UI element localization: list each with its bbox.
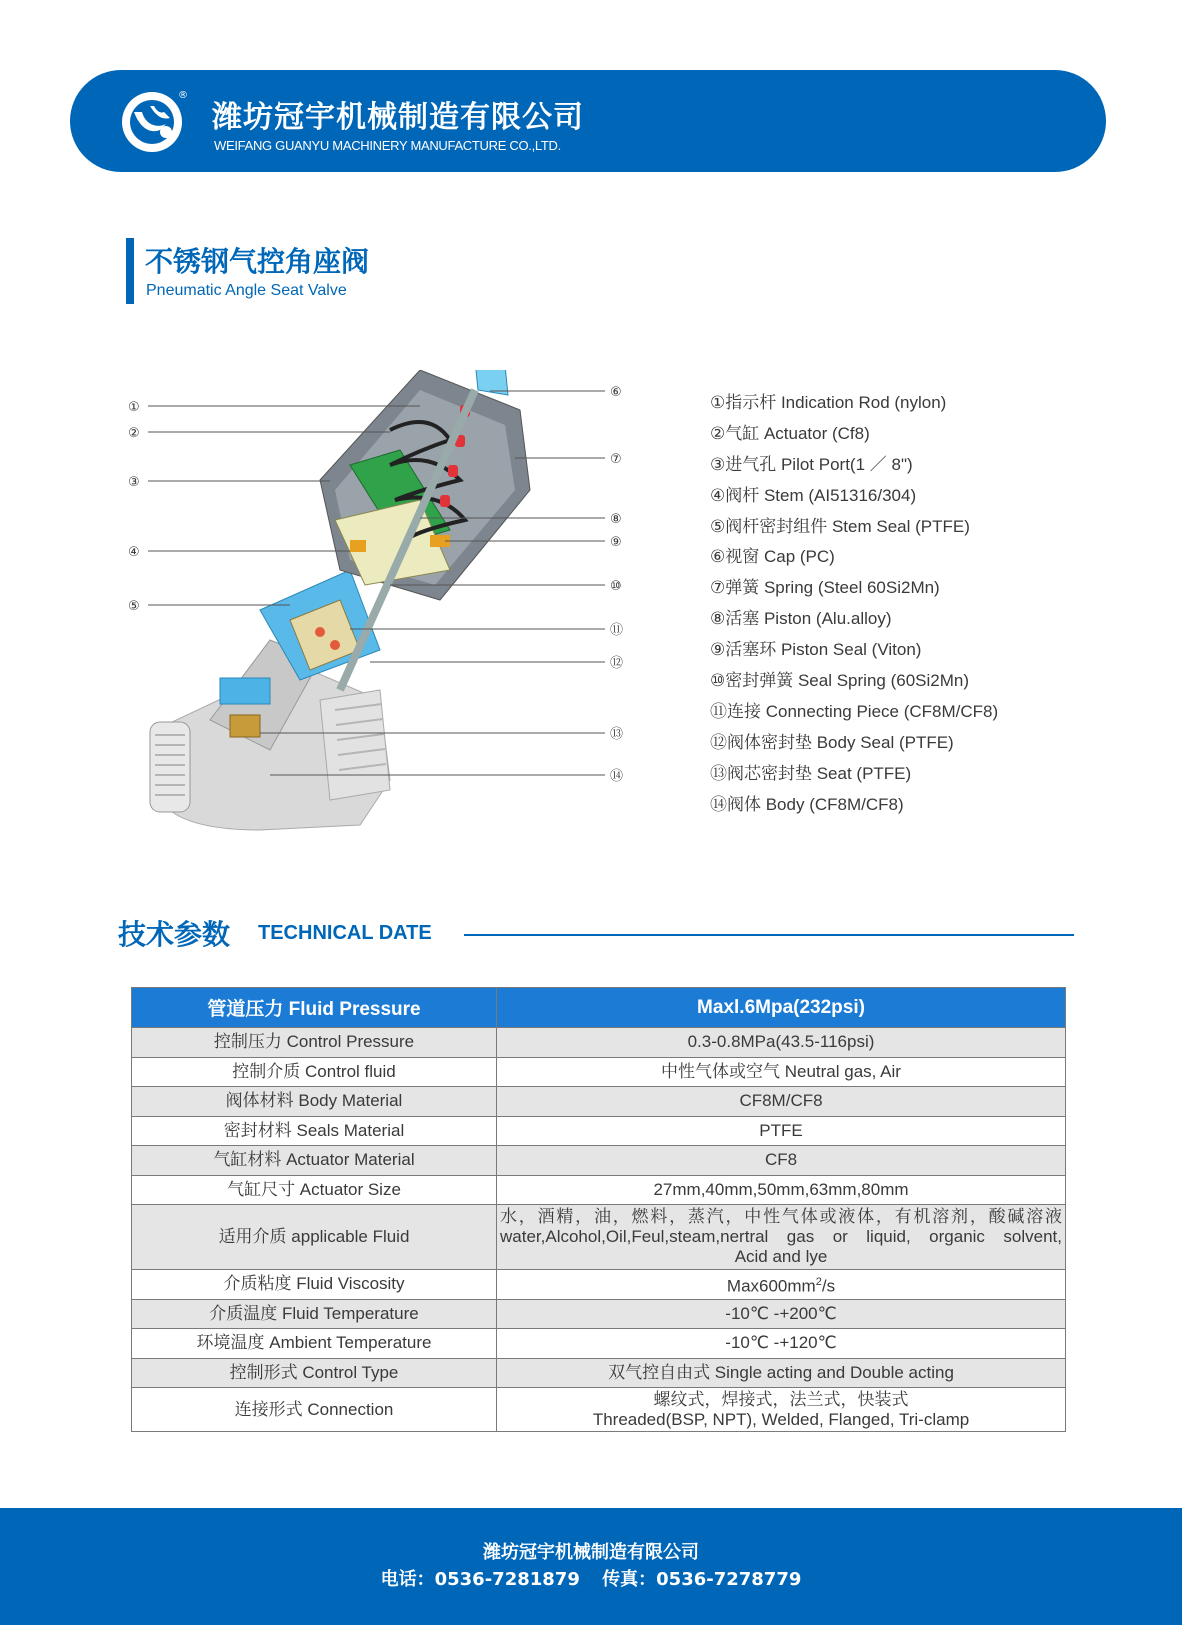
footer	[0, 1508, 1182, 1625]
callout-5: ⑤	[128, 599, 140, 614]
spec-label: 介质温度 Fluid Temperature	[132, 1299, 497, 1329]
table-row	[132, 1358, 1066, 1388]
callout-1: ①	[128, 400, 140, 415]
spec-value	[497, 1388, 1066, 1432]
fluid-line-en-2: Acid and lye	[734, 1247, 828, 1266]
part-item: ⑪连接 Connecting Piece (CF8M/CF8)	[710, 701, 999, 721]
table-row	[132, 1299, 1066, 1329]
part-item: ⑦弹簧 Spring (Steel 60Si2Mn)	[710, 578, 940, 598]
spec-value: 双气控自由式 Single acting and Double acting	[497, 1358, 1066, 1388]
table-row	[132, 1270, 1066, 1300]
callout-13: ⑬	[610, 727, 624, 742]
spec-value: 27mm,40mm,50mm,63mm,80mm	[497, 1175, 1066, 1205]
product-title-en: Pneumatic Angle Seat Valve	[146, 282, 347, 299]
part-item: ⑤阀杆密封组件 Stem Seal (PTFE)	[710, 516, 970, 536]
table-row	[132, 1205, 1066, 1270]
viscosity-sup: 2	[815, 1275, 822, 1288]
table-row	[132, 1329, 1066, 1359]
part-item: ④阀杆 Stem (AI51316/304)	[710, 485, 917, 505]
spec-value: CF8M/CF8	[497, 1087, 1066, 1117]
callout-2: ②	[128, 426, 140, 441]
table-header-cell: 管道压力 Fluid Pressure	[132, 988, 497, 1028]
spec-label: 控制介质 Control fluid	[132, 1057, 497, 1087]
spec-label: 介质粘度 Fluid Viscosity	[132, 1270, 497, 1300]
tech-title-en: TECHNICAL DATE	[258, 922, 432, 944]
spec-label: 密封材料 Seals Material	[132, 1116, 497, 1146]
spec-value: 0.3-0.8MPa(43.5-116psi)	[497, 1028, 1066, 1058]
viscosity-unit: /s	[821, 1276, 836, 1296]
product-title-cn: 不锈钢气控角座阀	[145, 245, 370, 278]
table-row	[132, 1116, 1066, 1146]
table-row	[132, 1388, 1066, 1432]
callout-10: ⑩	[610, 579, 622, 594]
table-header-cell: Maxl.6Mpa(232psi)	[497, 988, 1066, 1028]
spec-label: 阀体材料 Body Material	[132, 1087, 497, 1117]
table-row	[132, 1146, 1066, 1176]
spec-label: 环境温度 Ambient Temperature	[132, 1329, 497, 1359]
tech-divider	[464, 934, 1074, 936]
company-logo	[120, 88, 188, 156]
callout-11: ⑪	[610, 623, 624, 638]
spec-label: 连接形式 Connection	[132, 1388, 497, 1432]
callout-3: ③	[128, 475, 140, 490]
part-item: ⑭阀体 Body (CF8M/CF8)	[710, 794, 904, 814]
spec-table	[131, 987, 1066, 1432]
callout-4: ④	[128, 545, 140, 560]
part-item: ②气缸 Actuator (Cf8)	[710, 423, 870, 443]
part-item: ⑫阀体密封垫 Body Seal (PTFE)	[710, 732, 954, 752]
spec-label: 控制压力 Control Pressure	[132, 1028, 497, 1058]
part-item: ⑬阀芯密封垫 Seat (PTFE)	[710, 763, 912, 783]
callout-12: ⑫	[610, 656, 624, 671]
connection-line-cn: 螺纹式，焊接式，法兰式，快装式	[653, 1389, 909, 1409]
connection-line-en: Threaded(BSP, NPT), Welded, Flanged, Tri-clamp	[592, 1409, 970, 1429]
spec-label: 控制形式 Control Type	[132, 1358, 497, 1388]
registered-mark: ®	[178, 90, 188, 101]
tech-title-cn: 技术参数	[118, 918, 231, 951]
spec-label: 气缸材料 Actuator Material	[132, 1146, 497, 1176]
table-header-row	[132, 988, 1066, 1028]
table-row	[132, 1087, 1066, 1117]
parts-list	[710, 388, 1130, 820]
company-name-en: WEIFANG GUANYU MACHINERY MANUFACTURE CO.,LTD.	[214, 138, 561, 153]
header-banner	[70, 70, 1106, 172]
spec-value: -10℃ -+120℃	[497, 1329, 1066, 1359]
spec-value	[497, 1205, 1066, 1270]
table-row	[132, 1028, 1066, 1058]
callout-8: ⑧	[610, 512, 622, 527]
fluid-line-en: water,Alcohol,Oil,Feul,steam,nertral gas or liquid, organic solvent,	[500, 1227, 1062, 1246]
part-item: ⑨活塞环 Piston Seal (Viton)	[710, 640, 922, 660]
footer-company: 潍坊冠宇机械制造有限公司	[483, 1542, 699, 1563]
part-item: ⑧活塞 Piston (Alu.alloy)	[710, 609, 892, 629]
table-row	[132, 1175, 1066, 1205]
part-item: ⑩密封弹簧 Seal Spring (60Si2Mn)	[710, 671, 969, 691]
title-accent-bar	[126, 238, 134, 304]
callout-14: ⑭	[610, 769, 624, 784]
footer-fax: 传真：0536-7278779	[602, 1569, 802, 1590]
callout-6: ⑥	[610, 385, 622, 400]
callout-7: ⑦	[610, 452, 622, 467]
spec-value: 中性气体或空气 Neutral gas, Air	[497, 1057, 1066, 1087]
fluid-line-cn: 水，酒精，油，燃料，蒸汽，中性气体或液体，有机溶剂，酸碱溶液	[500, 1207, 1062, 1226]
viscosity-value: Max600mm	[726, 1276, 816, 1296]
spec-value: CF8	[497, 1146, 1066, 1176]
callout-9: ⑨	[610, 535, 622, 550]
footer-contact	[0, 1565, 1182, 1591]
part-item: ①指示杆 Indication Rod (nylon)	[710, 393, 947, 412]
spec-label: 适用介质 applicable Fluid	[132, 1205, 497, 1270]
table-row	[132, 1057, 1066, 1087]
footer-phone: 电话：0536-7281879	[380, 1569, 580, 1590]
part-item: ⑥视窗 Cap (PC)	[710, 547, 835, 567]
spec-value: PTFE	[497, 1116, 1066, 1146]
spec-value	[497, 1270, 1066, 1300]
valve-cutaway-diagram	[120, 370, 660, 840]
part-item: ③进气孔 Pilot Port(1 ／ 8")	[710, 454, 913, 474]
spec-label: 气缸尺寸 Actuator Size	[132, 1175, 497, 1205]
company-name-cn: 潍坊冠宇机械制造有限公司	[212, 100, 584, 135]
spec-value: -10℃ -+200℃	[497, 1299, 1066, 1329]
